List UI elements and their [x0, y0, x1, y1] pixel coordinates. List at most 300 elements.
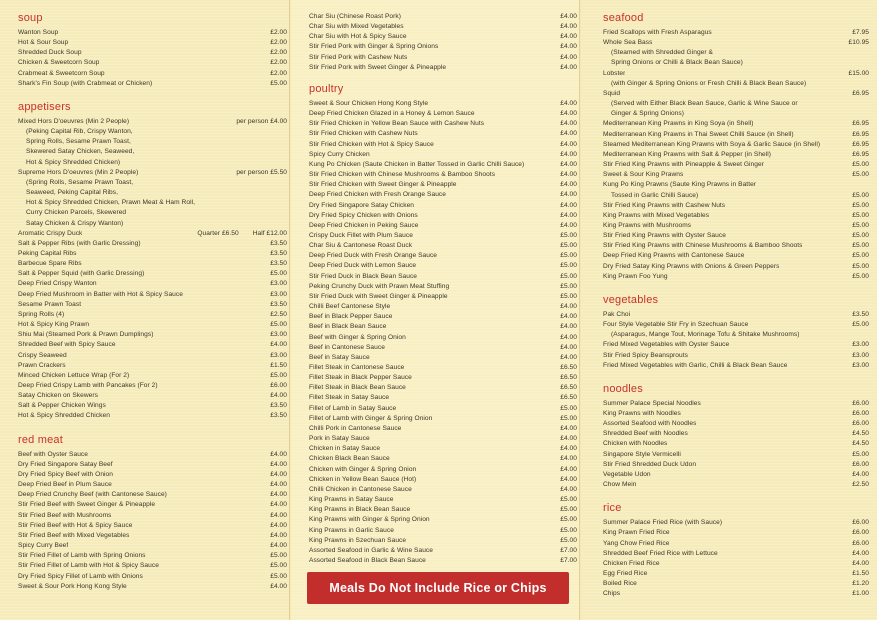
- menu-item: [18, 168, 287, 178]
- menu-item-name: Deep Fried Mushroom in Batter with Hot & Spicy Sauce: [18, 290, 183, 298]
- menu-item-price: £5.00: [852, 272, 869, 280]
- menu-item: [603, 221, 869, 231]
- menu-item-name: Pak Choi: [603, 310, 631, 318]
- menu-item: [603, 361, 869, 371]
- menu-item-price: £4.00: [852, 549, 869, 557]
- menu-item-price-group: [197, 229, 287, 239]
- menu-item-price: £10.95: [848, 39, 869, 47]
- menu-item: [309, 22, 577, 32]
- menu-item: [309, 282, 577, 292]
- menu-item-price: £1.00: [852, 590, 869, 598]
- menu-section: [603, 383, 869, 490]
- menu-item-name: Chicken with Noodles: [603, 440, 668, 448]
- menu-item-price-group: [560, 353, 577, 363]
- menu-section: [603, 502, 869, 599]
- menu-item-price: £4.00: [560, 140, 577, 148]
- menu-item: [309, 444, 577, 454]
- menu-item-price-group: [560, 546, 577, 556]
- menu-item-price-group: [852, 399, 869, 409]
- menu-item: [18, 219, 287, 229]
- menu-item-price-group: [849, 69, 869, 79]
- menu-item-price: £5.00: [560, 404, 577, 412]
- menu-item-name: Crispy Seaweed: [18, 351, 67, 359]
- menu-item: [18, 178, 287, 188]
- menu-item-price-group: [560, 180, 577, 190]
- menu-item: [603, 480, 869, 490]
- menu-item-price: £6.50: [560, 364, 577, 371]
- menu-item: [309, 63, 577, 73]
- menu-item-price: £6.00: [852, 539, 869, 547]
- menu-item-price: £3.50: [270, 249, 287, 257]
- menu-item-price: £4.00: [560, 455, 577, 463]
- menu-item-name: Beef in Satay Sauce: [309, 353, 370, 361]
- menu-item-price: £4.00: [560, 23, 577, 31]
- menu-item-price: £4.00: [560, 13, 577, 20]
- menu-section: [18, 12, 287, 89]
- menu-item-price-group: [270, 371, 287, 381]
- menu-item-name: Kung Po King Prawns (Saute King Prawns in Batter: [603, 181, 757, 189]
- menu-item: [18, 572, 287, 582]
- menu-item-price-group: [270, 551, 287, 561]
- menu-item-name: Deep Fried Chicken in Peking Sauce: [309, 221, 419, 229]
- menu-item: [603, 79, 869, 89]
- menu-item-name: Deep Fried Chicken with Fresh Orange Sauce: [309, 191, 446, 199]
- menu-item-price: £4.00: [560, 424, 577, 432]
- menu-item-name: Fillet Steak in Cantonese Sauce: [309, 364, 405, 371]
- menu-item-price-group: [560, 201, 577, 211]
- menu-item-price: £4.00: [560, 333, 577, 341]
- menu-item-name: Deep Fried Duck with Fresh Orange Sauce: [309, 252, 438, 260]
- menu-item-price-group: [560, 322, 577, 332]
- menu-item-price-group: [560, 383, 577, 393]
- menu-item-price-group: [270, 239, 287, 249]
- menu-item: [309, 140, 577, 150]
- menu-item: [603, 150, 869, 160]
- menu-item-price: Half £12.00: [252, 229, 287, 237]
- menu-item: [18, 249, 287, 259]
- menu-item: [309, 414, 577, 424]
- menu-item-name: Deep Fried Beef in Plum Sauce: [18, 481, 112, 489]
- menu-item-name: Char Siu with Mixed Vegetables: [309, 23, 404, 31]
- menu-item: [309, 424, 577, 434]
- menu-item-name: Dry Fried Singapore Satay Beef: [18, 460, 113, 468]
- menu-item-name: Beef in Cantonese Sauce: [309, 343, 385, 351]
- menu-item-name: Lobster: [603, 69, 626, 77]
- menu-item-price: £4.00: [270, 470, 287, 478]
- menu-item-price-group: [560, 515, 577, 525]
- menu-item: [18, 279, 287, 289]
- menu-item-price-group: [270, 411, 287, 421]
- menu-item-price-group: [270, 582, 287, 592]
- menu-item: [309, 42, 577, 52]
- menu-item-name: Squid: [603, 89, 621, 97]
- menu-item-name: Fillet of Lamb with Ginger & Spring Onion: [309, 414, 433, 422]
- menu-item-name: Stir Fried Beef with Hot & Spicy Sauce: [18, 521, 133, 529]
- menu-item: [309, 272, 577, 282]
- menu-item-name: Dry Fried Spicy Chicken with Onions: [309, 211, 418, 219]
- menu-item-price-group: [852, 320, 869, 330]
- menu-item-price: £5.00: [852, 252, 869, 260]
- menu-item-price: per person £4.00: [236, 117, 287, 125]
- menu-item: [603, 109, 869, 119]
- menu-section: [18, 434, 287, 592]
- menu-item: [309, 170, 577, 180]
- menu-item-price: £4.00: [270, 481, 287, 489]
- menu-item: [309, 475, 577, 485]
- menu-item-price: £2.00: [270, 39, 287, 47]
- menu-item-price: £5.00: [560, 516, 577, 524]
- menu-item: [603, 569, 869, 579]
- menu-item-price: £1.50: [852, 570, 869, 578]
- menu-item: [18, 158, 287, 168]
- menu-item-price-group: [560, 465, 577, 475]
- menu-item-price-group: [852, 450, 869, 460]
- menu-item-price-group: [270, 340, 287, 350]
- menu-item-price-group: [560, 333, 577, 343]
- menu-item-price: per person £5.50: [236, 168, 287, 176]
- menu-item-price: £5.00: [560, 252, 577, 260]
- menu-item-price-group: [849, 38, 869, 48]
- menu-item: [603, 38, 869, 48]
- section-title: vegetables: [603, 293, 659, 306]
- menu-item-price: £5.00: [560, 292, 577, 300]
- menu-item-name: Satay Chicken on Skewers: [18, 392, 98, 400]
- menu-item-price-group: [852, 569, 869, 579]
- section-title: red meat: [18, 433, 64, 446]
- menu-item-name: Stir Fried Duck in Black Bean Sauce: [309, 272, 418, 280]
- menu-item-price-group: [560, 302, 577, 312]
- menu-item-price-group: [852, 130, 869, 140]
- menu-item-name: Assorted Seafood with Noodles: [603, 420, 697, 428]
- menu-item-price: £4.00: [560, 435, 577, 443]
- menu-item-name: Deep Fried Crispy Lamb with Pancakes (For 2): [18, 382, 158, 389]
- menu-item-price: £5.00: [560, 536, 577, 544]
- section-title: poultry: [309, 82, 344, 95]
- menu-item-price: £5.00: [560, 242, 577, 250]
- menu-item-price-group: [270, 460, 287, 470]
- menu-item-price-group: [852, 262, 869, 272]
- menu-item-name: Fillet Steak in Black Bean Sauce: [309, 384, 406, 392]
- menu-item: [603, 58, 869, 68]
- menu-item-price-group: [560, 211, 577, 221]
- menu-item-price: £3.00: [270, 331, 287, 339]
- menu-item-name: Mixed Hors D'oeuvres (Min 2 People): [18, 117, 130, 125]
- menu-item-price: £4.00: [560, 171, 577, 179]
- menu-section: [18, 101, 287, 422]
- menu-item-name: (Steamed with Shredded Ginger &: [611, 49, 713, 57]
- menu-item: [309, 241, 577, 251]
- menu-item-name: Char Siu (Chinese Roast Pork): [309, 13, 401, 20]
- menu-item-price-group: [270, 58, 287, 68]
- menu-item-name: Sesame Prawn Toast: [18, 300, 82, 308]
- menu-item-name: Deep Fried Chicken Glazed in a Honey & Lemon Sauce: [309, 110, 475, 118]
- menu-item: [603, 272, 869, 282]
- menu-item-name: Chips: [603, 590, 621, 598]
- menu-item-price-group: [560, 221, 577, 231]
- menu-item: [18, 58, 287, 68]
- menu-item: [309, 180, 577, 190]
- menu-item-price: £4.00: [560, 201, 577, 209]
- menu-item-name: Sweet & Sour Pork Hong Kong Style: [18, 582, 127, 590]
- menu-item-price-group: [560, 190, 577, 200]
- menu-item-name: Barbecue Spare Ribs: [18, 260, 82, 268]
- menu-item: [309, 434, 577, 444]
- menu-item-name: Fried Scallops with Fresh Asparagus: [603, 29, 712, 36]
- menu-item-price: £4.00: [560, 120, 577, 128]
- menu-item: [18, 361, 287, 371]
- menu-item-price: £4.00: [270, 341, 287, 349]
- menu-item-name: Chicken in Yellow Bean Sauce (Hot): [309, 475, 417, 483]
- menu-item-name: Chilli Pork in Cantonese Sauce: [309, 424, 402, 432]
- menu-item-name: Chow Mein: [603, 481, 637, 489]
- section-title: rice: [603, 502, 622, 515]
- menu-item-price: £4.00: [560, 485, 577, 493]
- menu-item-name: Boiled Rice: [603, 580, 637, 588]
- menu-item: [603, 330, 869, 340]
- menu-item-price: £6.50: [560, 374, 577, 382]
- menu-item-price-group: [560, 63, 577, 73]
- menu-item-name: Fillet of Lamb in Satay Sauce: [309, 404, 397, 412]
- menu-item-price: £2.50: [852, 481, 869, 489]
- menu-item-name: Deep Fried Duck with Lemon Sauce: [309, 262, 417, 270]
- menu-item: [18, 561, 287, 571]
- menu-item-price: £2.00: [270, 59, 287, 67]
- menu-item-name: Skewered Satay Chicken, Seaweed,: [26, 148, 135, 156]
- menu-item-name: Salt & Pepper Chicken Wings: [18, 402, 106, 410]
- menu-item-price-group: [852, 429, 869, 439]
- menu-item-price: £4.00: [560, 475, 577, 483]
- menu-item-price-group: [270, 38, 287, 48]
- menu-item: [603, 351, 869, 361]
- menu-item-price-group: [560, 32, 577, 42]
- menu-item: [309, 292, 577, 302]
- menu-item-name: Chicken in Satay Sauce: [309, 445, 381, 453]
- menu-item-price: £4.00: [560, 63, 577, 71]
- menu-item-price: £5.00: [560, 282, 577, 290]
- menu-item-name: Mediterranean King Prawns with Salt & Pepper (in Shell): [603, 150, 772, 158]
- menu-item-price-group: [560, 272, 577, 282]
- menu-item-name: Hot & Sour Soup: [18, 39, 69, 47]
- menu-item: [309, 302, 577, 312]
- menu-item-price-group: [560, 282, 577, 292]
- menu-item: [603, 310, 869, 320]
- menu-item-price: £6.00: [852, 410, 869, 417]
- menu-item-name: Ginger & Spring Onions): [611, 110, 684, 118]
- menu-item-name: Curry Chicken Parcels, Skewered: [26, 209, 127, 217]
- menu-item-price-group: [852, 272, 869, 282]
- menu-item-name: Kung Po Chicken (Saute Chicken in Batter Tossed in Garlic Chilli Sauce): [309, 160, 525, 168]
- menu-section: [603, 294, 869, 371]
- menu-item-price: £4.00: [560, 221, 577, 229]
- menu-item-price: £6.00: [852, 460, 869, 468]
- menu-item-name: Deep Fried Crunchy Beef (with Cantonese Sauce): [18, 491, 167, 499]
- menu-item-name: Crabmeat & Sweetcorn Soup: [18, 69, 105, 77]
- menu-item: [603, 69, 869, 79]
- menu-item-price-group: [560, 241, 577, 251]
- menu-item: [603, 231, 869, 241]
- menu-item-price: £5.00: [852, 201, 869, 209]
- menu-item-name: Fried Mixed Vegetables with Oyster Sauce: [603, 341, 730, 349]
- menu-item: [309, 190, 577, 200]
- menu-item-price: £3.00: [852, 341, 869, 349]
- menu-item-name: Satay Chicken & Crispy Wanton): [26, 219, 124, 227]
- menu-item-price-group: [560, 109, 577, 119]
- menu-item-name: Fillet Steak in Satay Sauce: [309, 394, 390, 402]
- menu-item-name: (with Ginger & Spring Onions or Fresh Chilli & Black Bean Sauce): [611, 79, 807, 87]
- menu-item-name: Assorted Seafood in Garlic & Wine Sauce: [309, 546, 433, 554]
- section-title: seafood: [603, 12, 644, 24]
- menu-item-price: £5.00: [852, 161, 869, 169]
- menu-item-price-group: [852, 89, 869, 99]
- menu-item-price-group: [560, 373, 577, 383]
- menu-item: [18, 531, 287, 541]
- menu-item-price: £5.00: [560, 414, 577, 422]
- menu-item-price: £4.00: [560, 353, 577, 361]
- menu-item: [18, 480, 287, 490]
- menu-item-price: £6.00: [852, 420, 869, 428]
- menu-item-price-group: [560, 231, 577, 241]
- menu-item-name: Chilli Chicken in Cantonese Sauce: [309, 485, 412, 493]
- menu-item-name: Stir Fried Chicken with Sweet Ginger & Pineapple: [309, 181, 457, 189]
- menu-item-name: Salt & Pepper Ribs (with Garlic Dressing): [18, 239, 141, 247]
- menu-item: [309, 150, 577, 160]
- menu-item: [603, 140, 869, 150]
- menu-item: [18, 147, 287, 157]
- menu-item-name: Chicken with Ginger & Spring Onion: [309, 465, 417, 473]
- menu-item-name: Shredded Duck Soup: [18, 49, 82, 57]
- menu-item-price: £5.00: [270, 572, 287, 580]
- menu-item-name: Wanton Soup: [18, 29, 59, 36]
- menu-item-price-group: [270, 310, 287, 320]
- menu-item: [309, 363, 577, 373]
- menu-item: [18, 239, 287, 249]
- menu-item-name: Fried Mixed Vegetables with Garlic, Chilli & Black Bean Sauce: [603, 361, 788, 369]
- menu-item-name: Beef in Black Bean Sauce: [309, 323, 387, 331]
- menu-item-price-group: [852, 351, 869, 361]
- menu-item: [309, 393, 577, 403]
- menu-item-name: King Prawn Foo Yung: [603, 272, 668, 280]
- menu-item-name: Steamed Mediterranean King Prawns with Soya & Garlic Sauce (in Shell): [603, 140, 821, 148]
- menu-item-price: £3.00: [852, 361, 869, 369]
- menu-item-price-group: [270, 572, 287, 582]
- menu-item-price-group: [560, 475, 577, 485]
- menu-item-price: £4.00: [560, 303, 577, 311]
- menu-item: [18, 490, 287, 500]
- menu-item-price-group: [270, 401, 287, 411]
- menu-item: [18, 229, 287, 239]
- menu-item-price: £3.50: [852, 310, 869, 318]
- menu-item-name: Mediterranean King Prawns in Thai Sweet Chilli Sauce (in Shell): [603, 130, 794, 138]
- menu-item-price-group: [560, 312, 577, 322]
- menu-item: [18, 411, 287, 421]
- menu-item: [603, 180, 869, 190]
- menu-item-price: £3.00: [852, 351, 869, 359]
- menu-item-price: £5.00: [852, 242, 869, 250]
- menu-item: [309, 353, 577, 363]
- menu-item-price: £2.50: [270, 310, 287, 318]
- menu-item-price: £4.00: [270, 450, 287, 458]
- menu-item: [18, 117, 287, 127]
- menu-item-name: Peking Capital Ribs: [18, 249, 77, 257]
- menu-item-price-group: [852, 539, 869, 549]
- menu-item-name: Egg Fried Rice: [603, 570, 648, 578]
- menu-item: [603, 119, 869, 129]
- menu-item: [309, 536, 577, 546]
- menu-item: [603, 48, 869, 58]
- menu-item-price-group: [560, 129, 577, 139]
- menu-item: [603, 450, 869, 460]
- menu-item-price: £6.00: [270, 382, 287, 389]
- menu-item-price-group: [270, 521, 287, 531]
- menu-item: [603, 589, 869, 599]
- menu-item: [309, 12, 577, 22]
- menu-item-price-group: [852, 470, 869, 480]
- menu-item-price: £4.00: [560, 445, 577, 453]
- menu-item-price-group: [560, 251, 577, 261]
- menu-item-name: Stir Fried Beef with Mushrooms: [18, 511, 112, 519]
- menu-item-name: Stir Fried Pork with Ginger & Spring Onions: [309, 43, 439, 51]
- menu-item-price-group: [560, 12, 577, 22]
- menu-item-price-group: [560, 42, 577, 52]
- menu-item: [603, 409, 869, 419]
- menu-item-name: Dry Fried Spicy Fillet of Lamb with Onions: [18, 572, 143, 580]
- menu-item: [309, 526, 577, 536]
- menu-item: [309, 312, 577, 322]
- menu-item-price: £4.00: [560, 130, 577, 138]
- menu-item-price: £4.00: [270, 542, 287, 550]
- menu-item-name: Stir Fried Chicken with Hot & Spicy Sauce: [309, 140, 434, 148]
- menu-item-name: Whole Sea Bass: [603, 39, 653, 47]
- menu-item: [309, 373, 577, 383]
- menu-item-name: Stir Fried Pork with Cashew Nuts: [309, 53, 408, 61]
- menu-item-name: Assorted Seafood in Black Bean Sauce: [309, 556, 426, 564]
- menu-item-name: Stir Fried Spicy Beansprouts: [603, 351, 688, 359]
- menu-item-name: Hot & Spicy Shredded Chicken): [26, 158, 121, 166]
- menu-item-name: (Spring Rolls, Sesame Prawn Toast,: [26, 178, 134, 186]
- menu-item-name: Sweet & Sour Chicken Hong Kong Style: [309, 99, 429, 107]
- menu-item: [18, 79, 287, 89]
- menu-item: [18, 351, 287, 361]
- menu-item-price-group: [560, 170, 577, 180]
- menu-item-price: £4.00: [852, 559, 869, 567]
- menu-item: [18, 381, 287, 391]
- menu-item-price-group: [560, 454, 577, 464]
- menu-item-name: (Asparagus, Mange Tout, Morinage Tofu & Shitake Mushrooms): [611, 331, 800, 339]
- menu-item-price-group: [852, 150, 869, 160]
- menu-item-price: £4.00: [560, 99, 577, 107]
- menu-item-price-group: [560, 99, 577, 109]
- menu-item-price-group: [270, 391, 287, 401]
- menu-item: [18, 401, 287, 411]
- rice-chips-notice-banner: Meals Do Not Include Rice or Chips: [307, 572, 569, 604]
- menu-item-price-group: [852, 361, 869, 371]
- menu-item-price: £4.00: [560, 211, 577, 219]
- menu-item-price: £5.00: [270, 552, 287, 560]
- menu-item-name: Deep Fried King Prawns with Cantonese Sauce: [603, 252, 745, 260]
- menu-item-name: Stir Fried Pork with Sweet Ginger & Pineapple: [309, 63, 447, 71]
- menu-item-price-group: [270, 279, 287, 289]
- menu-item: [309, 53, 577, 63]
- menu-item: [309, 32, 577, 42]
- menu-item-name: Dry Fried Satay King Prawns with Onions & Green Peppers: [603, 262, 780, 270]
- menu-item-price-group: [236, 117, 287, 127]
- menu-item-name: Stir Fried Chicken with Cashew Nuts: [309, 130, 418, 138]
- menu-item: [18, 551, 287, 561]
- section-title: noodles: [603, 382, 643, 395]
- menu-item-price-group: [852, 518, 869, 528]
- menu-item-name: Beef in Black Pepper Sauce: [309, 313, 393, 321]
- menu-item: [18, 320, 287, 330]
